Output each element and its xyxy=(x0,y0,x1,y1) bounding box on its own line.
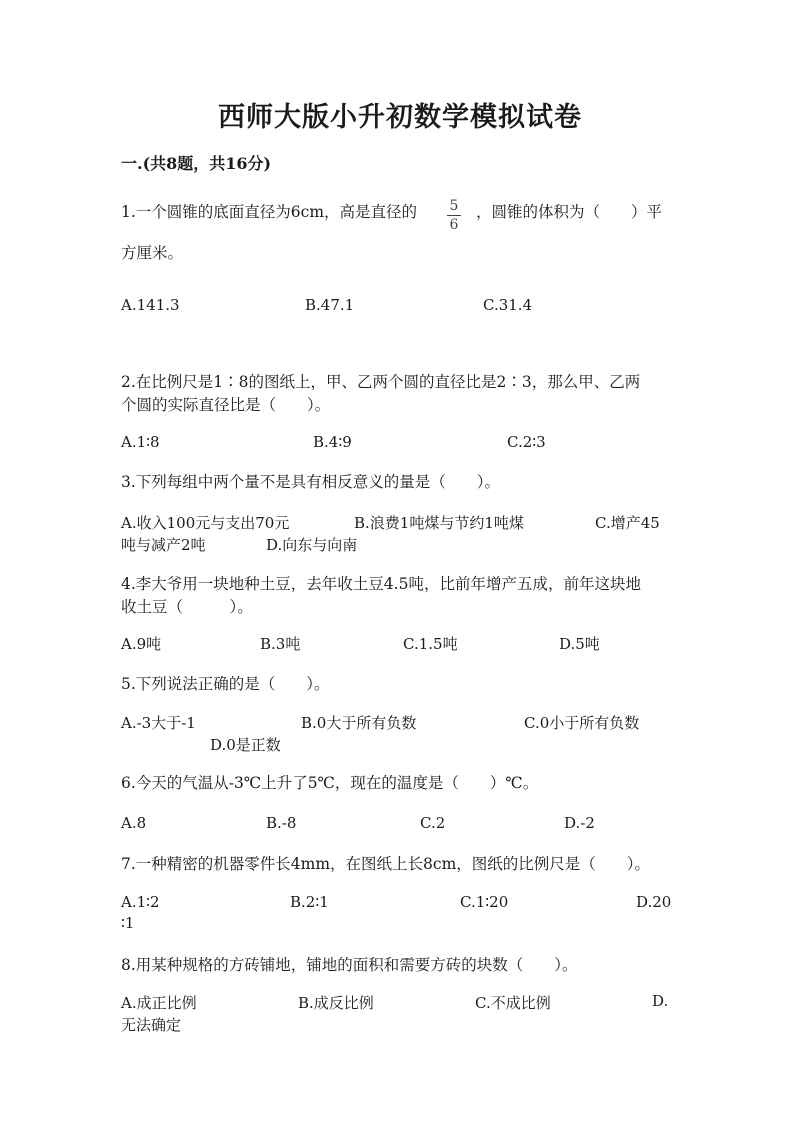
section-heading: 一.(共8题，共16分) xyxy=(121,154,272,173)
q3-option-c[interactable]: C.增产45 xyxy=(595,514,660,532)
q1-option-a[interactable]: A.141.3 xyxy=(121,296,180,314)
q2-text-line1: 2.在比例尺是1∶8的图纸上，甲、乙两个圆的直径比是2∶3，那么甲、乙两 xyxy=(121,373,641,391)
q6-text-line1: 6.今天的气温从-3℃上升了5℃，现在的温度是（ ）℃。 xyxy=(121,774,539,792)
q3-option-d[interactable]: D.向东与向南 xyxy=(266,536,358,554)
q8-option-d-continued[interactable]: 无法确定 xyxy=(121,1016,182,1034)
q4-option-a[interactable]: A.9吨 xyxy=(121,635,162,653)
q5-option-d[interactable]: D.0是正数 xyxy=(210,736,281,754)
q1-text-part2: ，圆锥的体积为（ ）平 xyxy=(476,203,663,221)
q7-text-line1: 7.一种精密的机器零件长4mm，在图纸上长8cm，图纸的比例尺是（ ）。 xyxy=(121,855,651,873)
q3-text-line1: 3.下列每组中两个量不是具有相反意义的量是（ ）。 xyxy=(121,473,501,491)
q2-text-line2: 个圆的实际直径比是（ ）。 xyxy=(121,396,331,414)
q7-option-d[interactable]: D.20 xyxy=(636,893,672,911)
q1-option-c[interactable]: C.31.4 xyxy=(483,296,533,314)
q1-fraction xyxy=(446,197,462,234)
q4-text-line1: 4.李大爷用一块地种土豆，去年收土豆4.5吨，比前年增产五成，前年这块地 xyxy=(121,575,641,593)
q4-option-d[interactable]: D.5吨 xyxy=(559,635,600,653)
q7-option-c[interactable]: C.1∶20 xyxy=(460,893,509,911)
q6-option-d[interactable]: D.-2 xyxy=(564,814,595,832)
q8-text-line1: 8.用某种规格的方砖铺地，铺地的面积和需要方砖的块数（ ）。 xyxy=(121,956,578,974)
q8-option-d[interactable]: D. xyxy=(652,992,669,1010)
fraction-bar xyxy=(447,215,461,216)
q2-option-b[interactable]: B.4∶9 xyxy=(313,433,352,451)
q4-text-line2: 收土豆（ ）。 xyxy=(121,598,253,616)
q5-option-c[interactable]: C.0小于所有负数 xyxy=(524,714,640,732)
q7-option-b[interactable]: B.2∶1 xyxy=(290,893,329,911)
q7-option-d-continued[interactable]: ∶1 xyxy=(121,914,135,932)
q2-option-a[interactable]: A.1∶8 xyxy=(121,433,160,451)
q8-option-b[interactable]: B.成反比例 xyxy=(298,994,374,1012)
q5-option-b[interactable]: B.0大于所有负数 xyxy=(301,714,417,732)
q6-option-c[interactable]: C.2 xyxy=(420,814,446,832)
q1-text-part1: 1.一个圆锥的底面直径为6cm，高是直径的 xyxy=(121,203,418,221)
q5-text-line1: 5.下列说法正确的是（ ）。 xyxy=(121,675,330,693)
fraction-denominator: 6 xyxy=(449,217,459,233)
q1-option-b[interactable]: B.47.1 xyxy=(305,296,355,314)
q3-option-b[interactable]: B.浪费1吨煤与节约1吨煤 xyxy=(354,514,524,532)
q8-option-c[interactable]: C.不成比例 xyxy=(475,994,551,1012)
q6-option-b[interactable]: B.-8 xyxy=(266,814,297,832)
fraction-numerator: 5 xyxy=(449,198,459,214)
q5-option-a[interactable]: A.-3大于-1 xyxy=(121,714,196,732)
q8-option-a[interactable]: A.成正比例 xyxy=(121,994,197,1012)
q7-option-a[interactable]: A.1∶2 xyxy=(121,893,160,911)
page-title: 西师大版小升初数学模拟试卷 xyxy=(218,102,582,133)
q3-option-a[interactable]: A.收入100元与支出70元 xyxy=(121,514,290,532)
q4-option-b[interactable]: B.3吨 xyxy=(260,635,301,653)
q4-option-c[interactable]: C.1.5吨 xyxy=(403,635,458,653)
q1-text-part3: 方厘米。 xyxy=(121,244,184,262)
q2-option-c[interactable]: C.2∶3 xyxy=(507,433,546,451)
q3-option-c-continued[interactable]: 吨与减产2吨 xyxy=(121,536,206,554)
q6-option-a[interactable]: A.8 xyxy=(121,814,147,832)
